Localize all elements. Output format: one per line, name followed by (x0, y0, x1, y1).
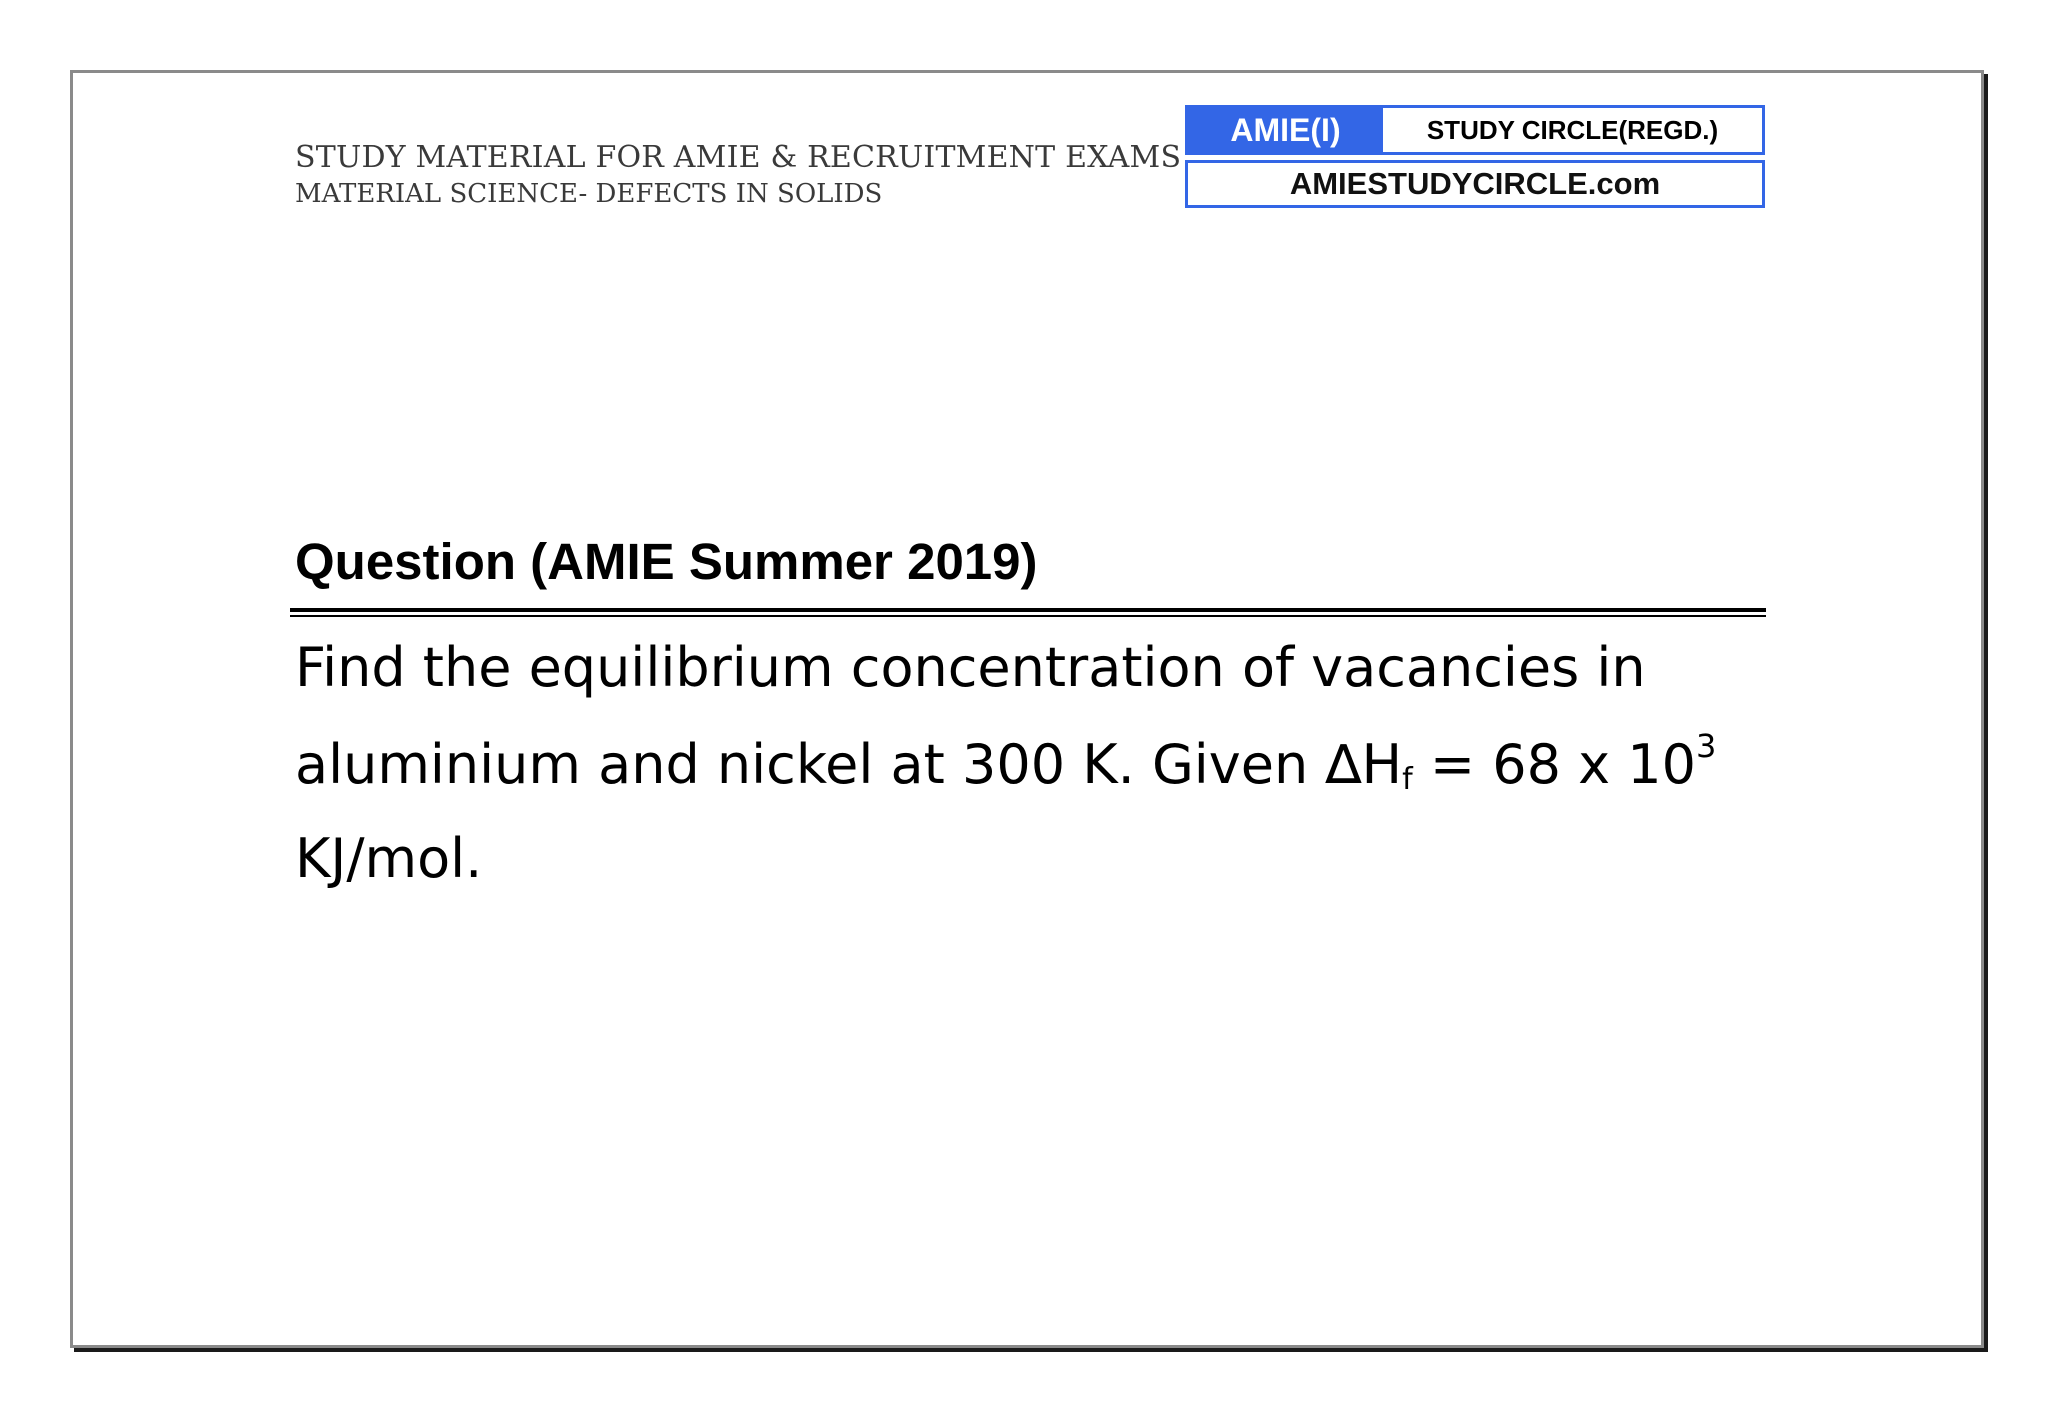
brand-website: AMIESTUDYCIRCLE.com (1185, 160, 1765, 208)
brand-banner (1185, 105, 1765, 155)
document-header (295, 140, 1181, 212)
question-subscript: f (1402, 762, 1413, 797)
header-subtitle: MATERIAL SCIENCE- DEFECTS IN SOLIDS (295, 179, 883, 209)
question-text-part1: Find the equilibrium concentration of vacancies in aluminium and nickel at 300 K. Given ∆H (295, 636, 1646, 796)
header-title: STUDY MATERIAL FOR AMIE & RECRUITMENT EXAMS (295, 140, 1182, 175)
question-superscript: 3 (1695, 727, 1717, 765)
title-rule-thin (290, 615, 1766, 617)
question-body (295, 628, 1775, 898)
title-rule-thick (290, 608, 1766, 612)
question-text-part2: = 68 x 10 (1412, 733, 1696, 796)
question-text-part3: KJ/mol. (295, 827, 483, 890)
brand-study-circle-label: STUDY CIRCLE(REGD.) (1383, 108, 1762, 152)
brand-amie-label: AMIE(I) (1188, 108, 1383, 152)
question-title: Question (AMIE Summer 2019) (295, 533, 1038, 590)
